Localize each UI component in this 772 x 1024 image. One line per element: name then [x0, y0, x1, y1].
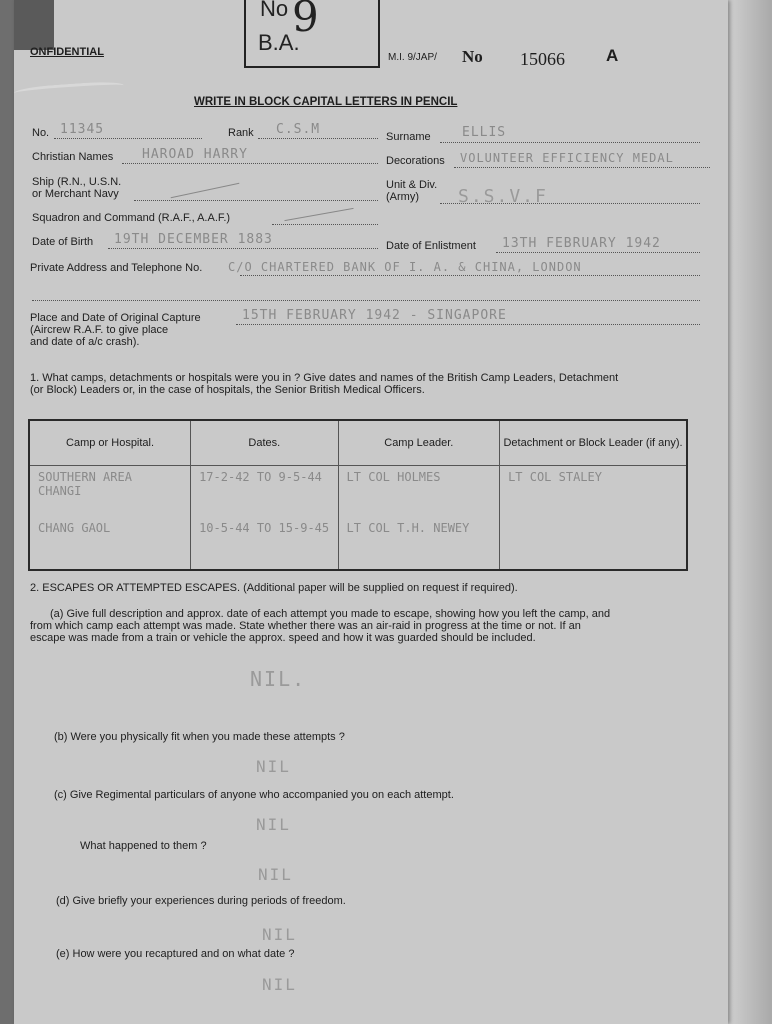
ship-line	[134, 200, 378, 201]
question-2c: (c) Give Regimental particulars of anyone who accompanied you on each attempt.	[54, 789, 454, 801]
no-field-value: 11345	[60, 122, 105, 137]
answer-2c-followup: NIL	[258, 865, 293, 884]
no-field-line	[54, 138, 202, 139]
question-2d: (d) Give briefly your experiences during periods of freedom.	[56, 895, 346, 907]
ref-label: M.I. 9/JAP/	[388, 52, 437, 63]
squadron-strike	[284, 208, 353, 221]
photo-corner	[14, 0, 54, 50]
christian-names-line	[122, 163, 378, 164]
answer-2c: NIL	[256, 815, 291, 834]
dob-line	[108, 248, 378, 249]
question-2a-line-2: from which camp each attempt was made. State whether there was an air-raid in progress at the time or not. If an	[30, 620, 581, 632]
capture-label-2: (Aircrew R.A.F. to give place	[30, 324, 169, 336]
classification-label: ONFIDENTIAL	[30, 46, 104, 58]
form-number: 15066	[520, 49, 565, 69]
squadron-line	[272, 224, 378, 225]
decorations-line	[454, 167, 710, 168]
enlistment-line	[496, 252, 700, 253]
unit-value: S.S.V.F	[458, 186, 548, 207]
question-2b: (b) Were you physically fit when you made these attempts ?	[54, 731, 345, 743]
stamp-number: 9	[292, 0, 319, 41]
question-1-line-1: 1. What camps, detachments or hospitals were you in ? Give dates and names of the British Camp Leaders, Detachment	[30, 372, 619, 384]
surname-line	[440, 142, 700, 143]
address-label: Private Address and Telephone No.	[30, 262, 203, 274]
answer-2e: NIL	[262, 975, 297, 994]
reference-stamp	[244, 0, 380, 68]
christian-names-value: HAROAD HARRY	[142, 147, 248, 162]
header-dates: Dates.	[191, 420, 338, 466]
camps-table	[28, 419, 688, 571]
question-2a-line-1: (a) Give full description and approx. date of each attempt you made to escape, showing how you left the camp, and	[50, 608, 611, 620]
address-line-2	[32, 300, 700, 301]
address-value: C/O CHARTERED BANK OF I. A. & CHINA, LONDON	[228, 260, 582, 274]
question-2a-line-3: escape was made from a train or vehicle the approx. speed and how it was guarded should be included.	[30, 632, 536, 644]
row-2-dates: 10-5-44 TO 15-9-45	[191, 517, 338, 570]
answer-2a: NIL.	[250, 667, 307, 691]
stamp-no: No	[260, 0, 289, 21]
form-suffix: A	[606, 46, 619, 65]
ship-strike	[171, 183, 240, 199]
capture-label-3: and date of a/c crash).	[30, 336, 140, 348]
capture-line	[236, 324, 700, 325]
capture-value: 15TH FEBRUARY 1942 - SINGAPORE	[242, 308, 507, 323]
row-2-camp: CHANG GAOL	[29, 517, 191, 570]
answer-2b: NIL	[256, 757, 291, 776]
rank-value: C.S.M	[276, 122, 321, 137]
christian-names-label: Christian Names	[32, 151, 114, 163]
row-1-camp: SOUTHERN AREA CHANGI	[29, 466, 191, 518]
header-camp-leader: Camp Leader.	[338, 420, 500, 466]
row-1-camp-leader: LT COL HOLMES	[338, 466, 500, 518]
row-1-detachment-leader: LT COL STALEY	[500, 466, 687, 518]
address-line-1	[240, 275, 700, 276]
enlistment-value: 13TH FEBRUARY 1942	[502, 236, 661, 251]
surname-value: ELLIS	[462, 125, 507, 140]
dob-value: 19TH DECEMBER 1883	[114, 232, 273, 247]
row-2-camp-leader: LT COL T.H. NEWEY	[338, 517, 500, 570]
header-camp: Camp or Hospital.	[29, 420, 191, 466]
capture-label-1: Place and Date of Original Capture	[30, 312, 201, 324]
table-row	[29, 466, 687, 518]
enlistment-label: Date of Enlistment	[386, 240, 476, 252]
unit-label-2: (Army)	[386, 191, 419, 203]
question-2e: (e) How were you recaptured and on what date ?	[56, 948, 295, 960]
table-row	[29, 517, 687, 570]
stamp-ba: B.A.	[258, 30, 300, 55]
squadron-label: Squadron and Command (R.A.F., A.A.F.)	[32, 212, 231, 224]
row-1-dates: 17-2-42 TO 9-5-44	[191, 466, 338, 518]
row-2-detachment-leader	[500, 517, 687, 570]
surname-label: Surname	[386, 131, 431, 143]
ship-label-1: Ship (R.N., U.S.N.	[32, 176, 122, 188]
binding-string	[14, 80, 125, 101]
dob-label: Date of Birth	[32, 236, 94, 248]
decorations-value: VOLUNTEER EFFICIENCY MEDAL	[460, 151, 674, 165]
table-header-row	[29, 420, 687, 466]
rank-line	[258, 138, 378, 139]
answer-2d: NIL	[262, 925, 297, 944]
no-field-label: No.	[32, 127, 50, 139]
decorations-label: Decorations	[386, 155, 445, 167]
unit-label-1: Unit & Div.	[386, 179, 438, 191]
header-detachment-leader: Detachment or Block Leader (if any).	[500, 420, 687, 466]
ship-label-2: or Merchant Navy	[32, 188, 119, 200]
question-1-line-2: (or Block) Leaders or, in the case of hospitals, the Senior British Medical Officers.	[30, 384, 425, 396]
question-2c-followup: What happened to them ?	[80, 840, 207, 852]
rank-label: Rank	[228, 127, 254, 139]
question-2-heading: 2. ESCAPES OR ATTEMPTED ESCAPES. (Additional paper will be supplied on request if required).	[30, 582, 518, 594]
instruction-heading: WRITE IN BLOCK CAPITAL LETTERS IN PENCIL	[194, 96, 458, 108]
no-label: No	[462, 47, 483, 66]
